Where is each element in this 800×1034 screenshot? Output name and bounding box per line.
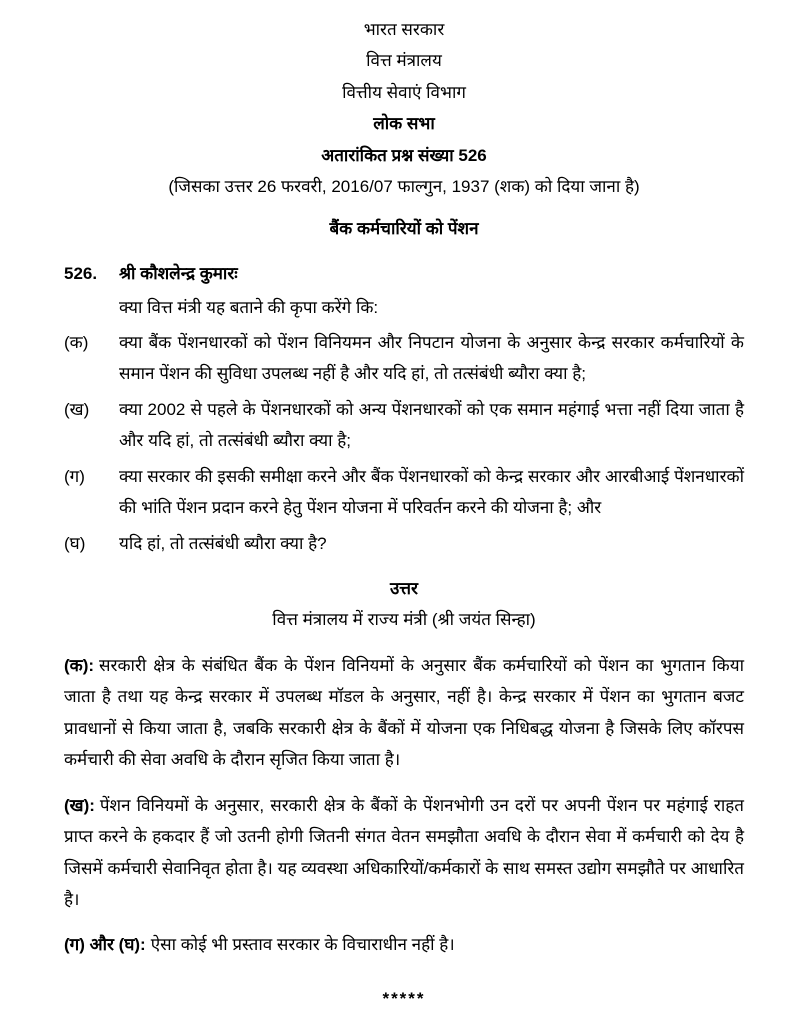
answer-paragraph-label: (ख): bbox=[64, 795, 95, 815]
question-item-text: क्या सरकार की इसकी समीक्षा करने और बैंक पेंशनधारकों को केन्द्र सरकार और आरबीआई पेंशनधारकों की भांति पेंशन प्रदान करने हेतु पेंशन योजना में परिवर्तन करने की योजना है; और bbox=[119, 466, 744, 518]
question-item-text: यदि हां, तो तत्संबंधी ब्यौरा क्या है? bbox=[119, 533, 327, 553]
answer-date-line: (जिसका उत्तर 26 फरवरी, 2016/07 फाल्गुन, 1937 (शक) को दिया जाना है) bbox=[168, 177, 640, 197]
question-item bbox=[64, 394, 744, 457]
question-section bbox=[64, 258, 744, 559]
end-separator: ***** bbox=[382, 988, 426, 1008]
answer-paragraph-text: पेंशन विनियमों के अनुसार, सरकारी क्षेत्र के बैंकों के पेंशनभोगी उन दरों पर अपनी पेंशन पर महंगाई राहत प्राप्त करने के हकदार हैं जो उतनी होगी जितनी संगत वेतन समझौता अवधि के दौरान सेवा में कर्मचारी को देय है जिसमें कर्मचारी सेवानिवृत होता है। यह व्यवस्था अधिकारियों/कर्मकारों के साथ समस्त उद्योग समझौते पर आधारित है। bbox=[64, 795, 744, 909]
question-item-label: (घ) bbox=[64, 533, 86, 553]
question-number: 526. bbox=[64, 264, 98, 284]
department-name: वित्तीय सेवाएं विभाग bbox=[342, 82, 466, 102]
answer-paragraph-label: (ग) और (घ): bbox=[64, 935, 146, 955]
answer-section bbox=[64, 573, 744, 961]
answer-paragraph bbox=[64, 790, 744, 916]
document-header bbox=[64, 14, 744, 244]
answer-paragraph-text: ऐसा कोई भी प्रस्ताव सरकार के विचाराधीन नहीं है। bbox=[150, 935, 455, 955]
question-item bbox=[64, 528, 744, 559]
question-item bbox=[64, 327, 744, 390]
question-item-text: क्या 2002 से पहले के पेंशनधारकों को अन्य पेंशनधारकों को एक समान महंगाई भत्ता नहीं दिया जाता है और यदि हां, तो तत्संबंधी ब्यौरा क्या है; bbox=[119, 399, 744, 451]
answer-paragraph bbox=[64, 929, 744, 960]
question-intro: क्या वित्त मंत्री यह बताने की कृपा करेंगे कि: bbox=[119, 297, 379, 317]
question-item-label: (ग) bbox=[64, 466, 85, 486]
question-number-title: अतारांकित प्रश्न संख्या 526 bbox=[321, 145, 487, 165]
house-name: लोक सभा bbox=[373, 114, 435, 134]
question-member-row bbox=[64, 258, 744, 289]
question-item-text: क्या बैंक पेंशनधारकों को पेंशन विनियमन और निपटान योजना के अनुसार केन्द्र सरकार कर्मचारियों के समान पेंशन की सुविधा उपलब्ध नहीं है और यदि हां, तो तत्संबंधी ब्यौरा क्या है; bbox=[119, 332, 744, 384]
member-name: श्री कौशलेन्द्र कुमारः bbox=[119, 264, 238, 284]
answer-paragraph bbox=[64, 650, 744, 776]
ministry-name: वित्त मंत्रालय bbox=[366, 51, 442, 71]
subject-title: बैंक कर्मचारियों को पेंशन bbox=[329, 218, 479, 238]
question-item bbox=[64, 461, 744, 524]
question-item-label: (ख) bbox=[64, 399, 90, 419]
minister-line: वित्त मंत्रालय में राज्य मंत्री (श्री जयंत सिन्हा) bbox=[272, 610, 536, 630]
answer-heading: उत्तर bbox=[389, 579, 419, 598]
answer-paragraph-text: सरकारी क्षेत्र के संबंधित बैंक के पेंशन विनियमों के अनुसार बैंक कर्मचारियों को पेंशन का भुगतान किया जाता है तथा यह केन्द्र सरकार में उपलब्ध मॉडल के अनुसार, नहीं है। केन्द्र सरकार में पेंशन का भुगतान बजट प्रावधानों से किया जाता है, जबकि सरकारी क्षेत्र के बैंकों में योजना एक निधिबद्ध योजना है जिसके लिए कॉरपस कर्मचारी की सेवा अवधि के दौरान सृजित किया जाता है। bbox=[64, 655, 744, 770]
government-name: भारत सरकार bbox=[363, 20, 445, 39]
question-item-label: (क) bbox=[64, 332, 89, 352]
answer-paragraph-label: (क): bbox=[64, 655, 95, 675]
